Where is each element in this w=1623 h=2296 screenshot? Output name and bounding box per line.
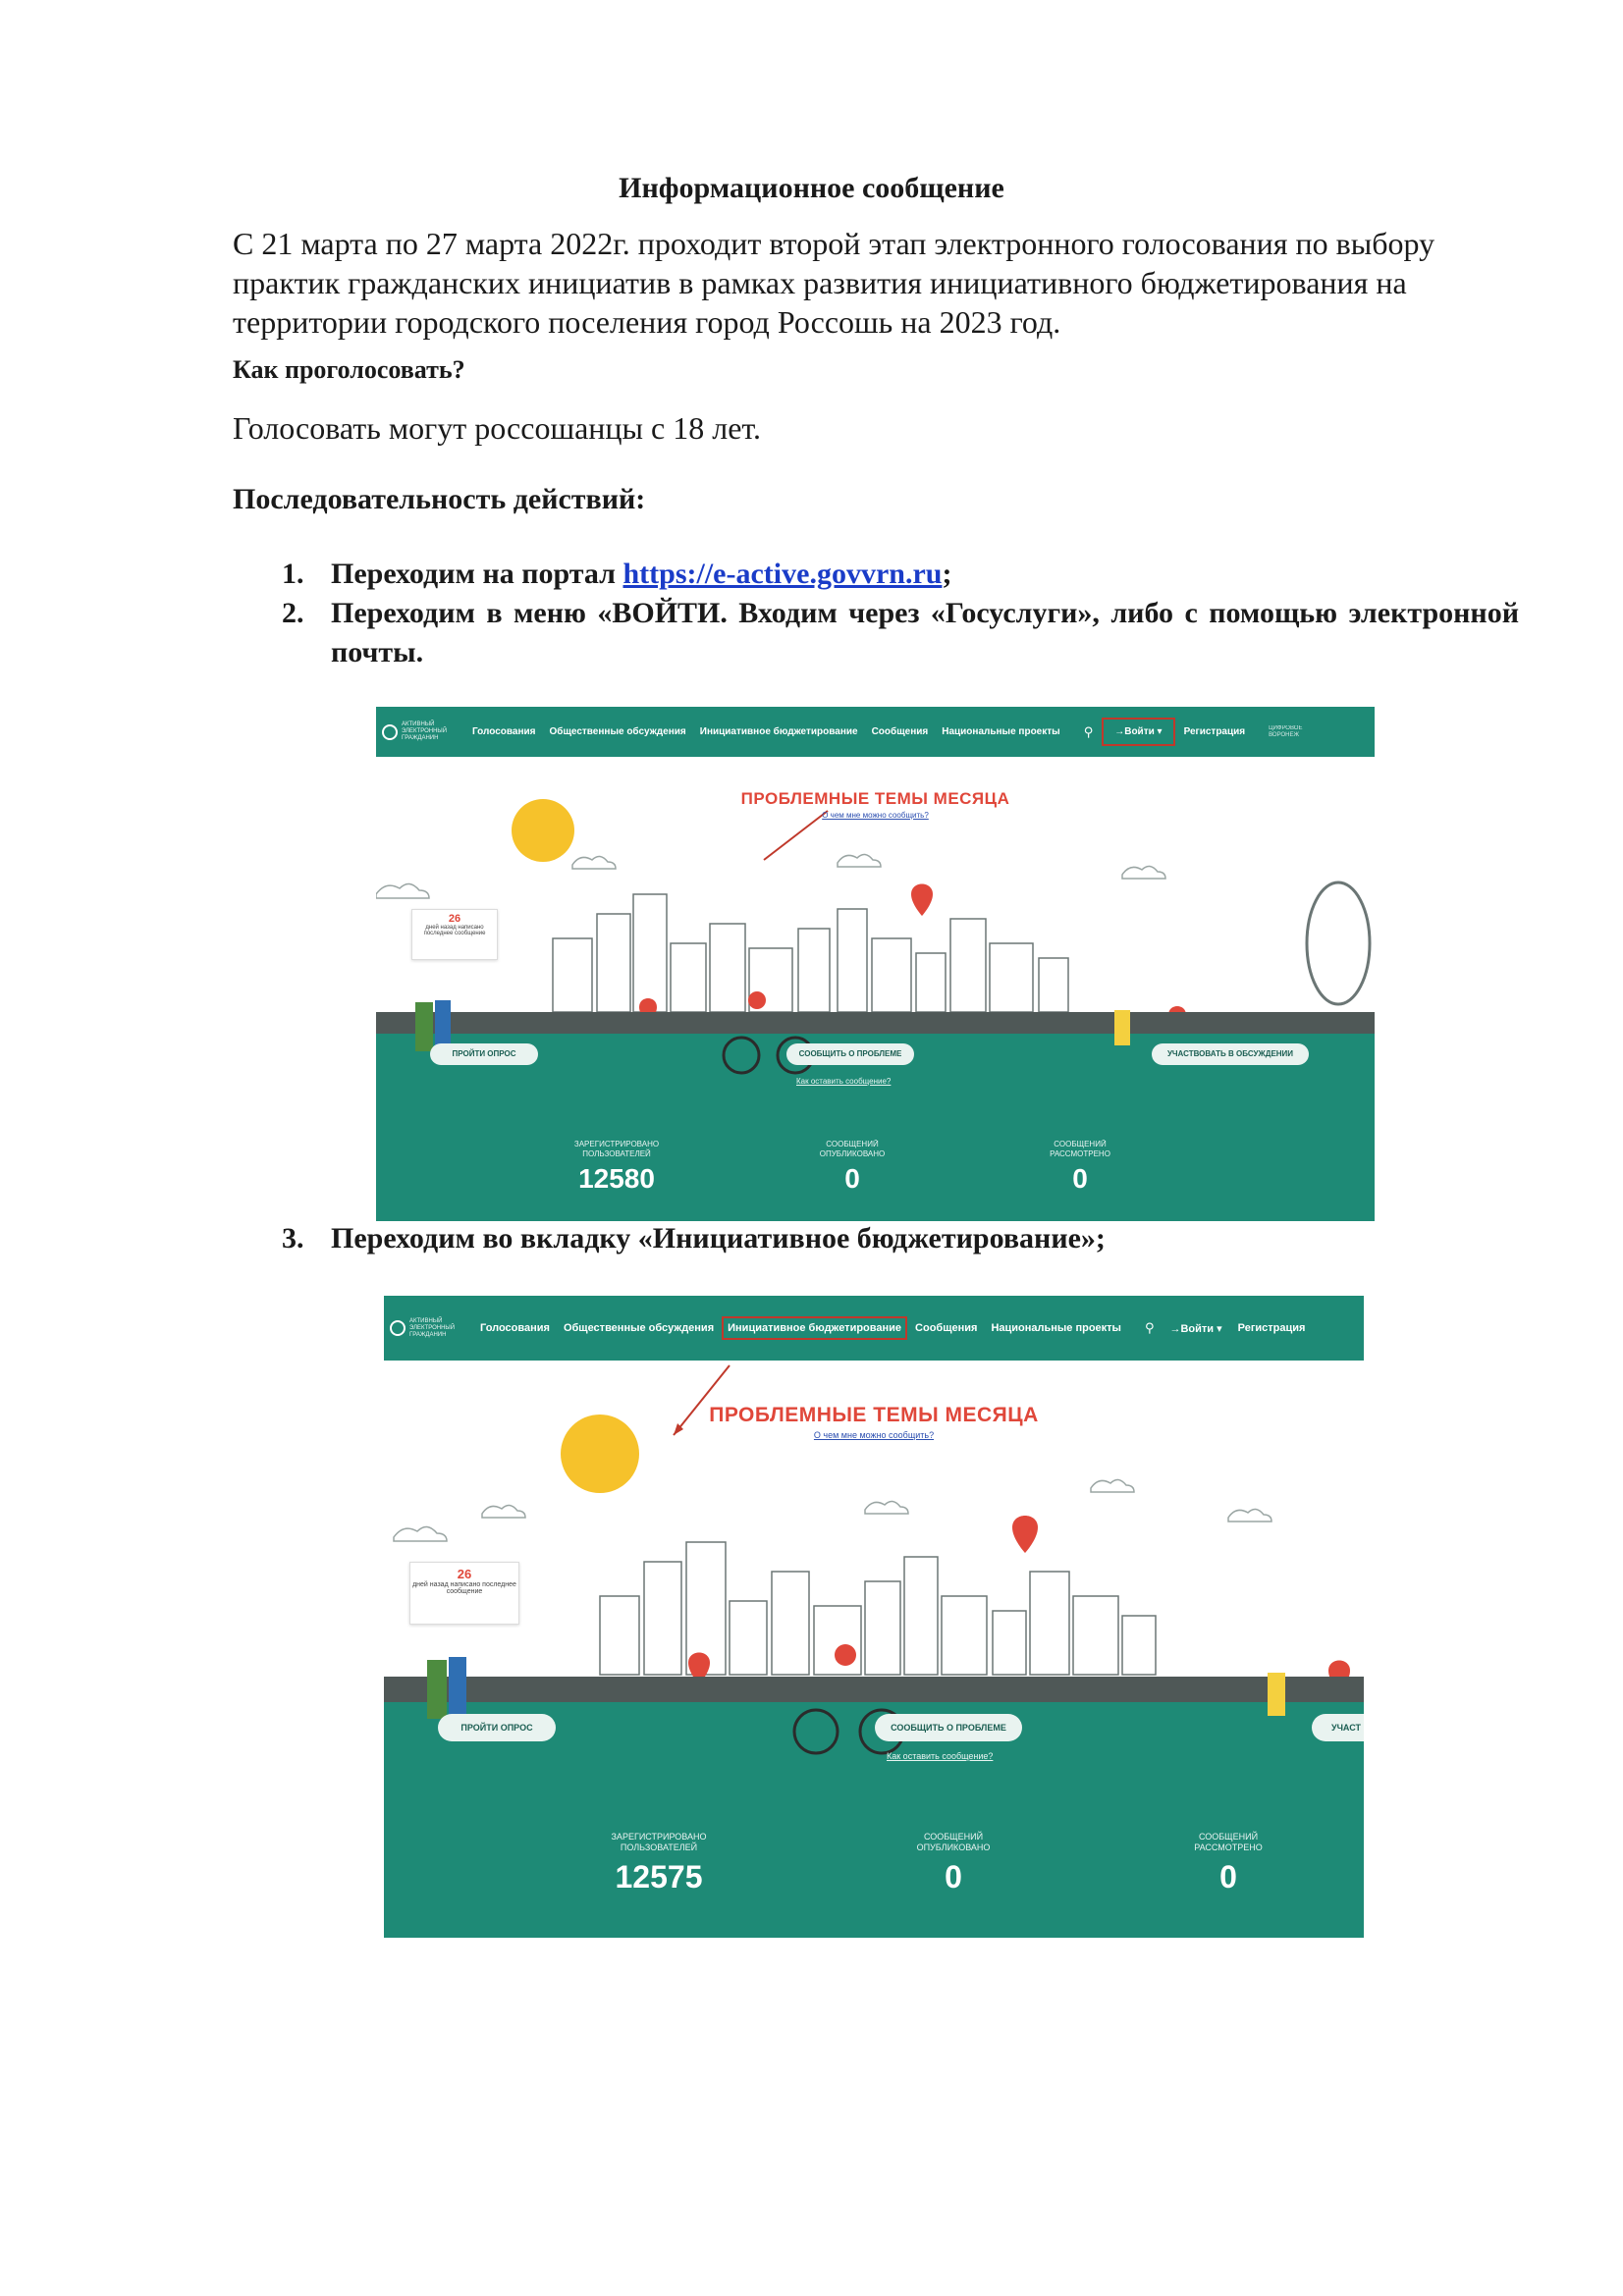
nav-item-messages[interactable]: Сообщения [871,726,929,737]
portal-navbar [376,707,1375,757]
logo-text: АКТИВНЫЙ ЭЛЕКТРОННЫЙ ГРАЖДАНИН [402,721,448,741]
login-button[interactable]: →Войти ▾ [1169,1322,1222,1335]
portal-screenshot-1 [376,707,1375,1221]
problem-title: ПРОБЛЕМНЫЕ ТЕМЫ МЕСЯЦА [709,1404,1039,1426]
discuss-button-cut[interactable]: УЧАСТ [1312,1714,1364,1741]
step-number: 3. [282,1222,304,1255]
step-text-end: ; [942,558,952,590]
problem-link[interactable]: О чем мне можно сообщить? [822,811,929,820]
register-link[interactable]: Регистрация [1183,726,1246,737]
stat-value: 0 [1219,1858,1237,1895]
nav-item-discussions[interactable]: Общественные обсуждения [563,1322,715,1334]
portal-link[interactable]: https://e-active.govvrn.ru [622,558,943,590]
step-text: Переходим во вкладку «Инициативное бюджетирование»; [331,1222,1106,1255]
days-count: 26 [457,1567,472,1581]
report-how-link[interactable]: Как оставить сообщение? [796,1077,892,1086]
nav-item-messages[interactable]: Сообщения [915,1322,978,1334]
stat-label: СООБЩЕНИЙ ОПУБЛИКОВАНО [916,1832,991,1852]
step-3 [233,1222,1519,1255]
stat-reviewed [1169,1832,1287,1896]
stat-value: 0 [1072,1163,1088,1195]
survey-button[interactable]: ПРОЙТИ ОПРОС [438,1714,556,1741]
stat-value: 0 [945,1858,962,1895]
days-counter-card [411,909,498,960]
report-problem-button[interactable]: СООБЩИТЬ О ПРОБЛЕМЕ [786,1043,914,1065]
days-counter-card [409,1562,519,1625]
stat-label: СООБЩЕНИЙ РАССМОТРЕНО [1194,1832,1263,1852]
discuss-button[interactable]: УЧАСТВОВАТЬ В ОБСУЖДЕНИИ [1152,1043,1309,1065]
stat-published [894,1832,1012,1896]
search-icon[interactable]: ⚲ [1144,1320,1155,1335]
nav-item-voting[interactable]: Голосования [472,726,536,737]
document-title: Информационное сообщение [619,172,1004,204]
register-link[interactable]: Регистрация [1237,1322,1306,1334]
nav-item-initiative-budget[interactable]: Инициативное бюджетирование [728,1322,902,1334]
nav-item-voting[interactable]: Голосования [480,1322,550,1334]
portal-hero [376,757,1375,1221]
survey-button[interactable]: ПРОЙТИ ОПРОС [430,1043,538,1065]
step-text: Переходим в меню «ВОЙТИ. Входим через «Госуслуги», либо с помощью электронной почты. [331,597,1519,668]
step-number: 1. [282,558,304,590]
portal-logo [390,1318,466,1339]
problem-link[interactable]: О чем мне можно сообщить? [813,1430,935,1440]
intro-paragraph: С 21 марта по 27 марта 2022г. проходит второй этап электронного голосования по выбору практик гражданских инициатив в рамках развития инициативного бюджетирования на территории городского поселения город Россошь на 2023 год. [233,226,1435,340]
step-1 [233,555,1519,594]
steps-list [233,555,1519,672]
step-number: 2. [282,597,304,629]
days-text: дней назад написано последнее сообщение [423,925,486,936]
nav-item-discussions[interactable]: Общественные обсуждения [549,726,686,737]
how-to-vote-heading: Как проголосовать? [233,355,465,384]
search-icon[interactable]: ⚲ [1083,723,1094,739]
stat-value: 0 [844,1163,860,1195]
stat-users [600,1832,718,1896]
nav-item-national-projects[interactable]: Национальные проекты [991,1322,1121,1334]
stat-value: 12575 [615,1858,703,1895]
stat-published [798,1140,906,1195]
logo-icon [382,724,398,740]
stat-label: ЗАРЕГИСТРИРОВАНО ПОЛЬЗОВАТЕЛЕЙ [611,1832,707,1852]
stat-users [563,1140,671,1195]
nav-item-initiative-budget[interactable]: Инициативное бюджетирование [699,726,858,737]
problem-title: ПРОБЛЕМНЫЕ ТЕМЫ МЕСЯЦА [740,789,1010,808]
login-button[interactable]: →Войти ▾ [1109,724,1167,739]
nav-item-national-projects[interactable]: Национальные проекты [942,726,1060,737]
who-can-vote: Голосовать могут россошанцы с 18 лет. [233,410,761,446]
days-text: дней назад написано последнее сообщение [412,1581,516,1595]
portal-navbar [384,1296,1364,1361]
stat-label: СООБЩЕНИЙ ОПУБЛИКОВАНО [819,1140,886,1158]
portal-hero [384,1361,1364,1938]
stat-reviewed [1026,1140,1134,1195]
sequence-heading: Последовательность действий: [233,483,646,515]
report-problem-button[interactable]: СООБЩИТЬ О ПРОБЛЕМЕ [875,1714,1022,1741]
report-how-link[interactable]: Как оставить сообщение? [887,1751,994,1761]
portal-logo [382,721,459,742]
logo-icon [390,1320,406,1336]
region-logo: ЦИФРОВОЕ ВОРОНЕЖ [1269,724,1303,738]
login-label: Войти [1124,726,1155,737]
stat-label: СООБЩЕНИЙ РАССМОТРЕНО [1050,1140,1110,1158]
stat-value: 12580 [578,1163,655,1195]
login-label: Войти [1180,1322,1215,1335]
stat-label: ЗАРЕГИСТРИРОВАНО ПОЛЬЗОВАТЕЛЕЙ [573,1140,660,1158]
days-count: 26 [448,913,461,925]
step-text: Переходим на портал [331,558,623,590]
logo-text: АКТИВНЫЙ ЭЛЕКТРОННЫЙ ГРАЖДАНИН [409,1317,456,1338]
portal-screenshot-2 [384,1296,1364,1938]
step-2 [233,594,1519,672]
